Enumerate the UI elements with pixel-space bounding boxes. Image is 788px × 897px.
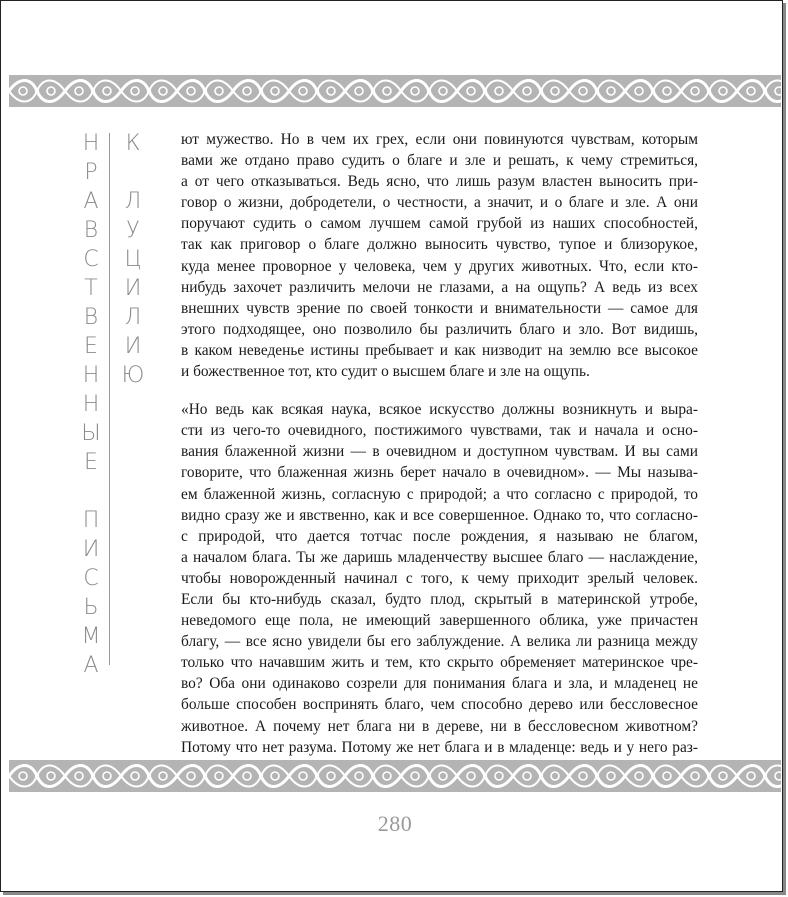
- text-line: а началом блага. Ты же даришь младенчеству высшее благо — наслаждение,: [181, 548, 698, 566]
- text-line: ют мужество. Но в чем их грех, если они повинуются чувствам, которым: [181, 131, 698, 148]
- title-letter: А: [83, 189, 99, 214]
- text-line: чтобы новорожденный начинал с того, к чему приходит зрелый человек.: [181, 569, 698, 587]
- text-line: поручают судить о самом лучшем самой грубой из наших способностей,: [181, 215, 698, 233]
- paragraph: [181, 399, 698, 779]
- text-line: только что начавшим жить и тем, кто скрыто обременяет материнское чре-: [181, 654, 698, 672]
- text-line: благу, — все ясно увидели бы его заблуждение. А велика ли разница между: [181, 633, 698, 651]
- page-number: 280: [377, 811, 413, 836]
- text-line: животное. А почему нет блага ни в дереве, ни в бессловесном животном?: [181, 717, 698, 735]
- title-letter: Р: [84, 160, 98, 185]
- title-letter: Е: [84, 450, 98, 475]
- text-line: куда менее проворное у человека, чем у других животных. Что, если кто-: [181, 257, 698, 275]
- paragraph: [181, 129, 698, 382]
- text-line: видно сразу же и явственно, как и все совершенное. Однако то, что согласно-: [181, 506, 698, 524]
- text-line: так как приговор о благе должно выносить чувство, тупое и близорукое,: [181, 236, 698, 254]
- title-letter: Н: [82, 363, 100, 388]
- title-letter: С: [83, 566, 99, 591]
- paragraph-gap: [181, 382, 698, 399]
- title-letter: Ы: [81, 421, 101, 446]
- title-letter: И: [82, 537, 100, 562]
- text-line: в каком неведенье истины пребывает и как низводит на землю все высокое: [181, 341, 698, 359]
- title-letter: М: [81, 624, 101, 649]
- text-line: больше способен воспринять благо, чем способно дерево или бессловесное: [181, 696, 698, 714]
- title-letter: Л: [124, 189, 142, 214]
- text-line: вания блаженной жизни — в очевидном и доступном чувствам. И вы сами: [181, 443, 698, 461]
- text-line: вами же отдано право судить о благе и зле и решать, к чему стремиться,: [181, 152, 698, 170]
- text-line: Потому что нет разума. Потому же нет блага и в младенце: ведь и у него раз-: [181, 738, 698, 756]
- ornament-border-top: [9, 71, 781, 111]
- text-line: говорите, что блаженная жизнь берет начало в очевидном». — Мы называ-: [181, 464, 698, 482]
- title-letter: Л: [124, 305, 142, 330]
- text-line: Если бы кто-нибудь сказал, будто плод, скрытый в материнской утробе,: [181, 590, 698, 608]
- title-letter: П: [82, 508, 100, 533]
- title-letter: А: [83, 653, 99, 678]
- title-letter: Е: [84, 334, 98, 359]
- title-letter: Ю: [121, 363, 145, 388]
- title-letter: Н: [82, 131, 100, 156]
- title-letter: В: [83, 218, 99, 243]
- text-line: говор о жизни, добродетели, о честности, а значит, и о благе и зле. А они: [181, 194, 698, 212]
- title-letter: [76, 477, 106, 506]
- text-line: этого подходящее, оно позволило бы различить благо и зло. Вот видишь,: [181, 320, 698, 338]
- text-line: нибудь захочет различить мелочи не глазами, а на ощупь? А ведь из всех: [181, 278, 698, 296]
- title-divider-line: [109, 133, 110, 665]
- text-line: внешних чувств зрение по своей тонкости и внимательности — самое для: [181, 299, 698, 317]
- title-letter: Т: [84, 276, 98, 301]
- vertical-title-left: [76, 129, 106, 680]
- body-text: [181, 129, 698, 779]
- title-letter: Ь: [83, 595, 99, 620]
- title-letter: У: [126, 218, 140, 243]
- title-letter: И: [124, 334, 142, 359]
- text-line: с природой, что дается тотчас после рождения, я называю не благом,: [181, 527, 698, 545]
- text-line: и божественное тот, кто судит о высшем благе и зле на ощупь.: [181, 363, 590, 381]
- title-letter: В: [83, 305, 99, 330]
- title-letter: К: [125, 131, 141, 156]
- title-letter: [118, 158, 148, 187]
- text-line: а от чего отказываться. Ведь ясно, что лишь разум властен выносить при-: [181, 173, 698, 191]
- text-line: сти из чего-то очевидного, постижимого чувствами, так и начала и осно-: [181, 422, 698, 440]
- title-letter: И: [124, 276, 142, 301]
- ornament-border-bottom: [9, 756, 781, 796]
- text-line: ем блаженной жизнь, согласную с природой; а что согласно с природой, то: [181, 485, 698, 503]
- title-letter: Н: [82, 392, 100, 417]
- title-letter: С: [83, 247, 99, 272]
- vertical-title-right: [118, 129, 148, 390]
- text-line: «Но ведь как всякая наука, всякое искусство должны возникнуть и выра-: [181, 401, 698, 419]
- text-line: во? Оба они одинаково созрели для понимания блага и зла, и младенец не: [181, 675, 698, 693]
- title-letter: Ц: [124, 247, 142, 272]
- text-line: неведомого еще пола, не имеющий завершенного облика, уже причастен: [181, 612, 698, 630]
